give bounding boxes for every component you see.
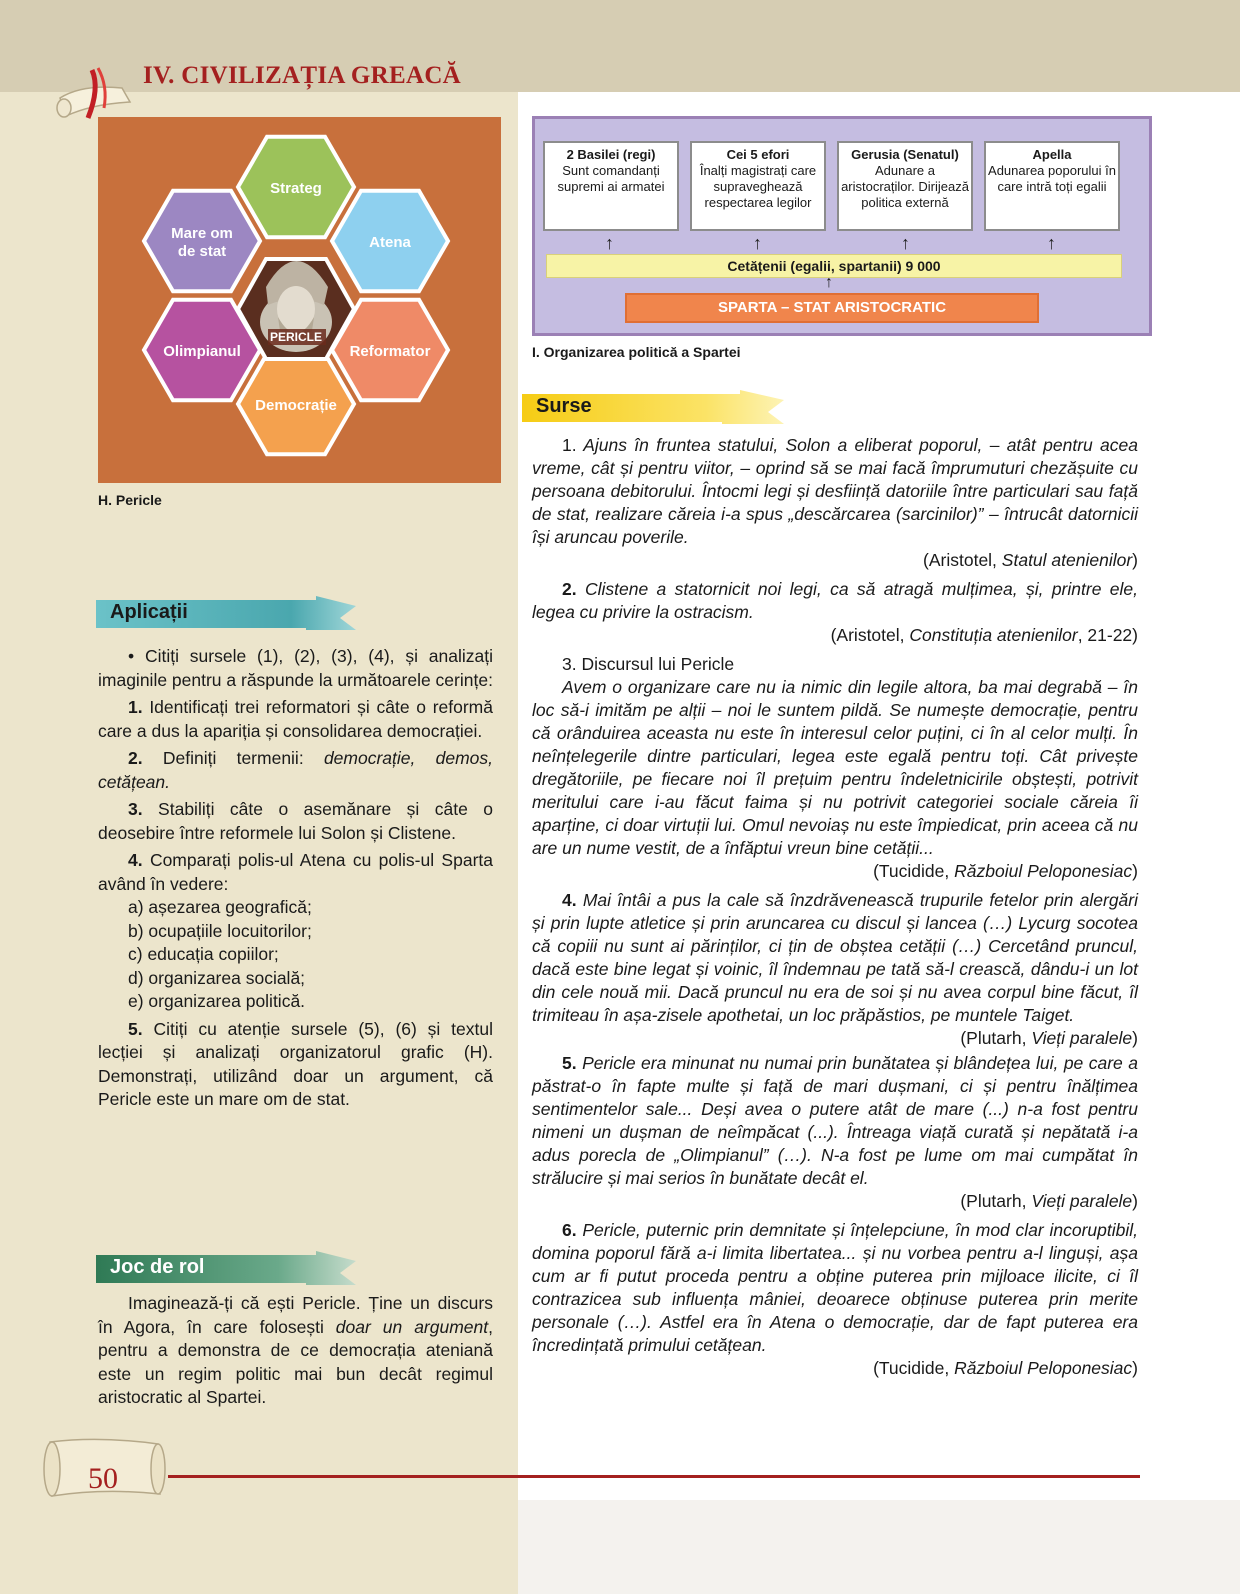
footer-tint [518,1500,1240,1594]
question-text: Definiți termenii: [142,748,324,768]
card-title: 2 Basilei (regi) [566,147,656,162]
question-text: Comparați polis-ul Atena cu polis-ul Sparta având în vedere: [98,850,493,894]
arrow-up-icon: ↑ [901,233,910,253]
ref-end: ) [1132,1358,1138,1378]
ref-work: Războiul Peloponesiac [954,1358,1133,1378]
card-body: Adunare a aristocraților. Dirijează politica externă [841,163,969,210]
text-emphasis: doar un argument [335,1316,489,1337]
ref-author: (Plutarh, [960,1028,1032,1048]
footer-rule [168,1475,1140,1478]
source-3-title: 3. Discursul lui Pericle [562,654,735,674]
source-text: Pericle era minunat nu numai prin bunătatea și blândețea lui, pe care a păstrat-o în fapte multe și față de mari dușmani, ci și pentru înălțimea sentimentelor sale... Deși avea o putere atât de mare (...) n-a fost pentru nimeni un dușman de neîmpăcat (...). Întreaga viață curată și nepătată i-a adus porecla de „Olimpianul” (…). N-a fost pe lume om mai cumpătat în strălucire și mai serios în bunătate decât el. [532,1053,1138,1188]
aplicatii-banner [96,596,356,632]
ref-work: Statul atenienilor [1001,550,1133,570]
list-item: d) organizarea socială; [128,967,306,988]
source-2 [532,578,1138,624]
sparta-citizens-bar: Cetățenii (egalii, spartanii) 9 000 [546,254,1122,278]
ref-work: Războiul Peloponesiac [954,861,1133,881]
source-4-ref [532,1027,1138,1050]
card-title: Gerusia (Senatul) [851,147,959,162]
aplicatii-heading: Aplicații [110,601,188,623]
card-body: Înalți magistrați care supraveghează respectarea legilor [699,163,817,210]
joc-de-rol-content [98,1292,493,1410]
source-1-ref [532,549,1138,572]
hexagon-label: Strateg [270,180,322,197]
hexagon-democrație [238,354,354,454]
hexagon-label: Reformator [349,343,431,360]
source-number: 6. [562,1220,577,1240]
hexagon-label: Mare om [171,225,233,242]
sources-content [532,434,1138,1386]
sparta-card-basilei [543,141,679,231]
joc-de-rol-banner [96,1251,356,1287]
sparta-card-gerusia [837,141,973,231]
question-1 [98,696,493,743]
source-number: 5. [562,1053,577,1073]
card-title: Cei 5 efori [726,147,790,162]
ref-work: Vieți paralele [1031,1191,1133,1211]
arrow-up-icon: ↑ [753,233,762,253]
ref-end: ) [1132,1191,1138,1211]
sparta-caption: I. Organizarea politică a Spartei [532,344,741,360]
source-6-ref [532,1357,1138,1380]
source-text: Avem o organizare care nu ia nimic din legile altora, ba mai degrabă – în loc să-i imităm pe alții – noi le suntem pildă. Se numește democrație, pentru că orânduirea aceasta nu este în interesul celor puțini, ci în al celor mulți. În neînțelegerile dintre particulari, legea este egală pentru toți. Cât privește dregătoriile, pe fiecare noi îl prețuim pentru îndeletnicirile obștești, potrivit meritului care i-au făcut faima și nu potrivit categoriei sociale căreia îi aparține, ci doar virtuții lui. Omul nevoiaș nu este împiedicat, prin aceea că nu are un nume vestit, de a înfăptui vreun bine cetății... [532,677,1138,858]
source-number: 4. [562,890,577,910]
sparta-card-apella [984,141,1120,231]
pericle-hexagon-diagram [98,117,501,483]
hexagon-atena [332,191,448,291]
pericle-center-label: PERICLE [269,330,323,344]
aplicatii-intro: • Citiți sursele (1), (2), (3), (4), și analizați imaginile pentru a răspunde la următoarele cerințe: [98,646,493,690]
source-4 [532,889,1138,1027]
pericle-organizer [98,117,501,483]
hexagon-label: Olimpianul [163,343,241,360]
aplicatii-content [98,645,493,1116]
source-6 [532,1219,1138,1357]
source-text: Clistene a statornicit noi legi, ca să atragă mulțimea, și, printre ele, legea cu privire la ostracism. [532,579,1138,622]
question-number: 2. [128,748,143,768]
surse-banner [522,390,784,426]
source-5-ref [532,1190,1138,1213]
source-3-ref [532,860,1138,883]
page-number: 50 [88,1462,118,1495]
question-number: 5. [128,1018,143,1039]
question-terms: democrație, demos, cetățean. [98,748,493,792]
question-4-list [98,896,493,1014]
card-body: Sunt comandanți supremi ai armatei [557,163,665,194]
ref-end: ) [1132,550,1138,570]
text-part: Imaginează-ți că ești Pericle. Ține un discurs în Agora, în care folosești [98,1293,493,1337]
hexagon-label: de stat [177,243,227,260]
source-text: Pericle, puternic prin demnitate și înțelepciune, în mod clar incoruptibil, domina poporul fără a-i limita libertatea... și nu vorbea pentru a-l linguși, așa cum ar fi putut proceda pentru a obține puterea prin mijloace ilicite, ci îl contrazicea sub influența mâniei, deoarece obținuse puterea prin merite personale (…). Astfel era în Atena o democrație, dar de fapt puterea era încredințată primului cetățean. [532,1220,1138,1355]
list-item: b) ocupațiile locuitorilor; [128,920,312,941]
source-5 [532,1052,1138,1190]
question-number: 3. [128,799,143,819]
question-2 [98,747,493,794]
list-item: a) așezarea geografică; [128,897,312,917]
question-text: Identificați trei reformatori și câte o reformă care a dus la apariția și consolidarea democrației. [98,697,493,741]
list-item: c) educația copiilor; [128,944,279,964]
ref-author: (Tucidide, [873,861,955,881]
arrow-up-icon: ↑ [605,233,614,253]
pericle-portrait [238,259,354,359]
source-text: Ajuns în fruntea statului, Solon a eliberat poporul, – atât pentru acea vreme, cât și pentru viitor, – oprind să se mai facă împrumuturi chezășuite cu persoana debitorului. Întocmi legi și desființă datoriile între particulari sau față de stat, realizare căreia i-a spus „descărcarea (sarcinilor)” – întrucât datornicii își aruncau poverile. [532,435,1138,547]
ref-end: , 21-22) [1077,625,1138,645]
hexagon-strateg [238,137,354,237]
arrow-up-icon: ↑ [825,274,833,291]
pericle-caption: H. Pericle [98,492,162,508]
ref-work: Constituția atenienilor [909,625,1078,645]
sparta-state-bar: SPARTA – STAT ARISTOCRATIC [625,293,1039,323]
sparta-card-efori [690,141,826,231]
source-2-ref [532,624,1138,647]
ref-author: (Aristotel, [923,550,1002,570]
sparta-organization-diagram [532,116,1152,336]
question-3 [98,798,493,845]
joc-de-rol-text [98,1292,493,1410]
card-body: Adunarea poporului în care intră toți egalii [988,163,1116,194]
hexagon-label: Atena [369,234,411,251]
chapter-title: IV. CIVILIZAȚIA GREACĂ [143,62,462,89]
source-1 [532,434,1138,549]
scroll-icon [52,58,144,124]
question-number: 4. [128,850,143,870]
card-title: Apella [1032,147,1072,162]
question-text: Citiți cu atenție sursele (5), (6) și textul lecției și analizați organizatorul grafic (H). Demonstrați, utilizând doar un argument, că Pericle este un mare om de stat. [98,1018,493,1109]
list-item: e) organizarea politică. [128,991,306,1011]
ref-author: (Tucidide, [873,1358,955,1378]
source-number: 1. [562,435,577,455]
ref-end: ) [1132,861,1138,881]
ref-author: (Aristotel, [830,625,910,645]
ref-end: ) [1132,1028,1138,1048]
text-part: , pentru a demonstra de ce democrația ateniană este un regim politic mai bun decât regimul aristocratic al Spartei. [98,1316,493,1407]
question-5 [98,1018,493,1112]
joc-de-rol-heading: Joc de rol [110,1256,205,1278]
ref-author: (Plutarh, [960,1191,1032,1211]
hexagon-mare-om-de-stat [144,191,260,291]
question-4 [98,849,493,896]
source-3 [532,676,1138,860]
arrow-up-icon: ↑ [1047,233,1056,253]
surse-heading: Surse [536,395,592,417]
ref-work: Vieți paralele [1031,1028,1133,1048]
hexagon-label: Democrație [255,397,337,414]
question-text: Stabiliți câte o asemănare și câte o deosebire între reformele lui Solon și Clistene. [98,799,493,843]
source-number: 2. [562,579,577,599]
source-text: Mai întâi a pus la cale să înzdrăvenească trupurile fetelor prin alergări și prin lupte atletice și prin aruncarea cu discul și lancea (…) Lycurg socotea că copiii nu sunt ai părinților, ci țin de obștea cetății (…) Cercetând pruncul, dacă este bine legat și voinic, îl îndemnau pe tată să-l crească, dându-i un lot din cele nouă mii. Dacă pruncul nu era de soi și nu avea corpul bine făcut, îl trimiteau în așa-zisele apothetai, un loc prăpăstios, pe muntele Taiget. [532,890,1138,1025]
question-number: 1. [128,697,143,717]
